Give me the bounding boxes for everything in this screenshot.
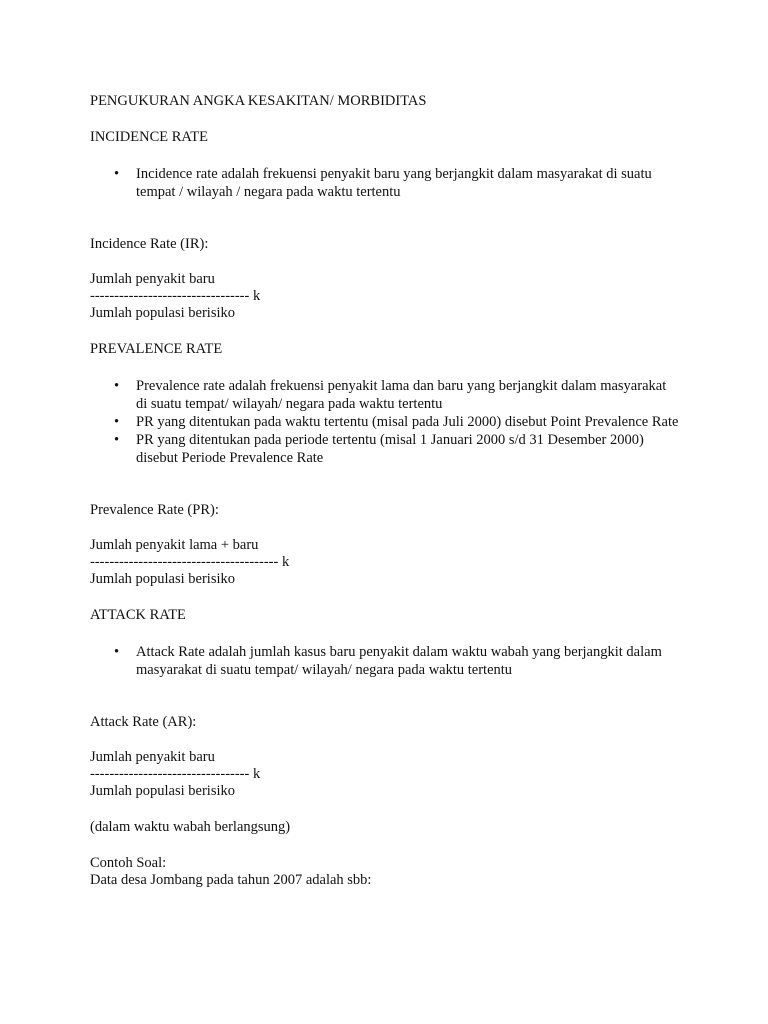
prevalence-formula-label: Prevalence Rate (PR): — [90, 502, 219, 518]
attack-numerator: Jumlah penyakit baru — [90, 749, 215, 765]
list-item-text: PR yang ditentukan pada periode tertentu (misal 1 Januari 2000 s/d 31 Desember 2000) disebut Periode Prevalence Rate — [136, 432, 644, 466]
list-item-text: Prevalence rate adalah frekuensi penyakit lama dan baru yang berjangkit dalam masyarakat di suatu tempat/ wilayah/ negara pada waktu tertentu — [136, 378, 667, 412]
incidence-formula-label: Incidence Rate (IR): — [90, 236, 209, 252]
list-item-text: Incidence rate adalah frekuensi penyakit baru yang berjangkit dalam masyarakat di suatu tempat / wilayah / negara pada waktu tertentu — [136, 166, 652, 200]
list-item-text: PR yang ditentukan pada waktu tertentu (misal pada Juli 2000) disebut Point Prevalence Rate — [136, 414, 679, 430]
list-item — [90, 413, 681, 431]
attack-divider: --------------------------------- k — [90, 766, 261, 782]
attack-note: (dalam waktu wabah berlangsung) — [90, 819, 291, 835]
bullet-icon: • — [114, 378, 120, 394]
prevalence-denominator: Jumlah populasi berisiko — [90, 571, 235, 587]
attack-bullet-list — [90, 643, 690, 679]
prevalence-heading: PREVALENCE RATE — [90, 341, 223, 357]
list-item — [90, 643, 681, 679]
list-item — [90, 431, 681, 467]
list-item — [90, 377, 681, 413]
attack-denominator: Jumlah populasi berisiko — [90, 783, 235, 799]
incidence-numerator: Jumlah penyakit baru — [90, 271, 215, 287]
prevalence-divider: --------------------------------------- k — [90, 554, 290, 570]
prevalence-bullet-list — [90, 377, 690, 467]
example-text: Data desa Jombang pada tahun 2007 adalah sbb: — [90, 872, 372, 888]
bullet-icon: • — [114, 432, 120, 448]
incidence-divider: --------------------------------- k — [90, 288, 261, 304]
bullet-icon: • — [114, 644, 120, 660]
list-item-text: Attack Rate adalah jumlah kasus baru penyakit dalam waktu wabah yang berjangkit dalam masyarakat di suatu tempat/ wilayah/ negara pada waktu tertentu — [136, 644, 662, 678]
list-item — [90, 165, 681, 201]
document-page — [90, 93, 690, 889]
example-heading: Contoh Soal: — [90, 855, 167, 871]
attack-formula-label: Attack Rate (AR): — [90, 714, 197, 730]
bullet-icon: • — [114, 166, 120, 182]
document-title: PENGUKURAN ANGKA KESAKITAN/ MORBIDITAS — [90, 93, 427, 109]
attack-heading: ATTACK RATE — [90, 607, 186, 623]
prevalence-numerator: Jumlah penyakit lama + baru — [90, 537, 259, 553]
incidence-heading: INCIDENCE RATE — [90, 129, 209, 145]
incidence-denominator: Jumlah populasi berisiko — [90, 305, 235, 321]
incidence-bullet-list — [90, 165, 690, 201]
bullet-icon: • — [114, 414, 120, 430]
